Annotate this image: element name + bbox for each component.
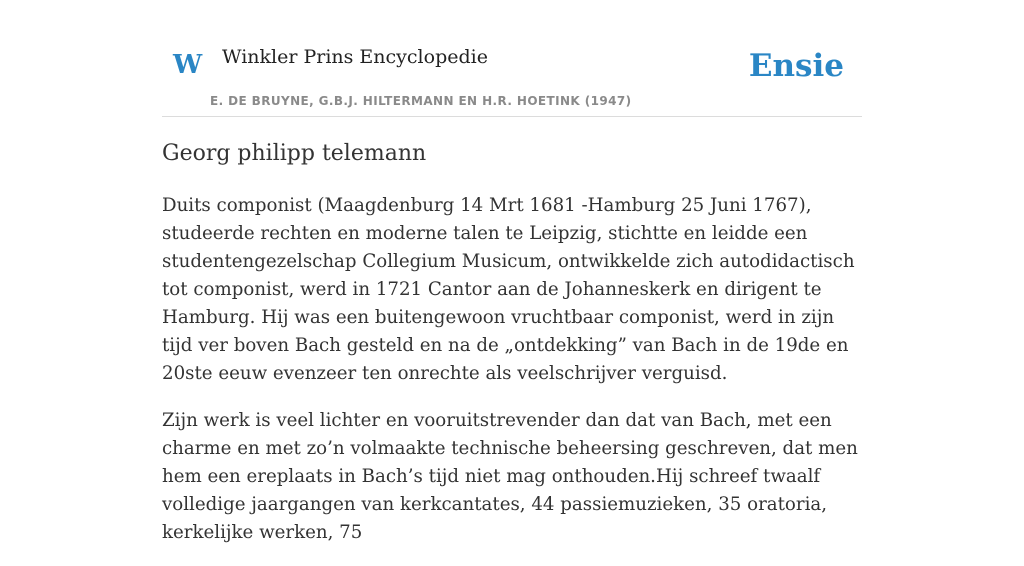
article-paragraph: Zijn werk is veel lichter en vooruitstrevender dan dat van Bach, met een charme en met zo’n volmaakte technische beheersing geschreven, dat men hem een ereplaats in Bach’s tijd niet mag onthouden.Hij schreef twaalf volledige jaargangen van kerkcantates, 44 passiemuzieken, 35 oratoria, kerkelijke werken, 75 bbox=[162, 410, 858, 543]
source-logo: W bbox=[173, 50, 203, 80]
source-title: Winkler Prins Encyclopedie bbox=[222, 46, 488, 68]
article-body bbox=[162, 192, 862, 566]
article-headword: Georg philipp telemann bbox=[162, 141, 427, 166]
ensie-logo-link[interactable]: Ensie bbox=[748, 48, 844, 84]
article-paragraph: Duits componist (Maagdenburg 14 Mrt 1681 -Hamburg 25 Juni 1767), studeerde rechten en moderne talen te Leipzig, stichtte en leidde een studentengezelschap Collegium Musicum, ontwikkelde zich autodidactisch tot componist, werd in 1721 Cantor aan de Johanneskerk en dirigent te Hamburg. Hij was een buitengewoon vruchtbaar componist, werd in zijn tijd ver boven Bach gesteld en na de „ontdekking” van Bach in de 19de en 20ste eeuw evenzeer ten onrechte als veelschrijver verguisd. bbox=[162, 195, 855, 384]
source-authors: E. DE BRUYNE, G.B.J. HILTERMANN EN H.R. HOETINK (1947) bbox=[210, 94, 632, 108]
source-header bbox=[162, 40, 862, 117]
